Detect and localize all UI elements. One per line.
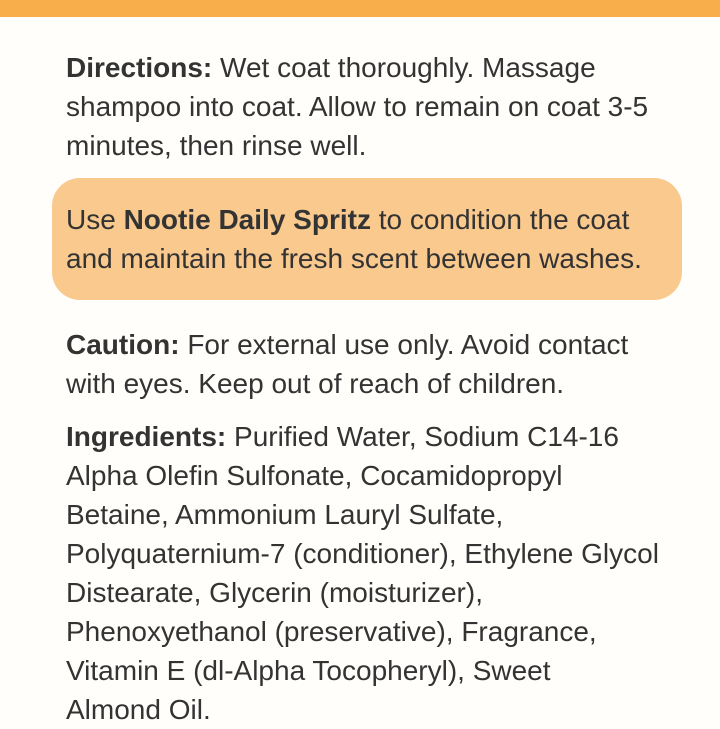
directions-paragraph	[66, 48, 720, 165]
spritz-note-line: and maintain the fresh scent between washes.	[66, 243, 642, 274]
ingredients-line: Polyquaternium-7 (conditioner), Ethylene Glycol	[66, 538, 659, 569]
caution-line: Caution: For external use only. Avoid contact	[66, 329, 629, 360]
ingredients-line: Distearate, Glycerin (moisturizer),	[66, 577, 483, 608]
ingredients-line: Phenoxyethanol (preservative), Fragrance,	[66, 616, 597, 647]
caution-line: with eyes. Keep out of reach of children.	[66, 368, 565, 399]
directions-line: minutes, then rinse well.	[66, 130, 367, 161]
directions-line: Directions: Wet coat thoroughly. Massage	[66, 52, 596, 83]
ingredients-line: Betaine, Ammonium Lauryl Sulfate,	[66, 499, 504, 530]
ingredients-line: Vitamin E (dl-Alpha Tocopheryl), Sweet	[66, 655, 551, 686]
ingredients-line: Alpha Olefin Sulfonate, Cocamidopropyl	[66, 460, 563, 491]
ingredients-line: Almond Oil.	[66, 694, 211, 725]
accent-top-bar	[0, 0, 720, 17]
directions-line: shampoo into coat. Allow to remain on coat 3-5	[66, 91, 649, 122]
caution-paragraph	[66, 325, 720, 403]
spritz-highlight-note	[52, 178, 682, 300]
ingredients-line: Ingredients: Purified Water, Sodium C14-16	[66, 421, 619, 452]
spritz-note-line: Use Nootie Daily Spritz to condition the coat	[66, 204, 630, 235]
ingredients-paragraph	[66, 417, 720, 729]
label-content	[0, 17, 720, 729]
